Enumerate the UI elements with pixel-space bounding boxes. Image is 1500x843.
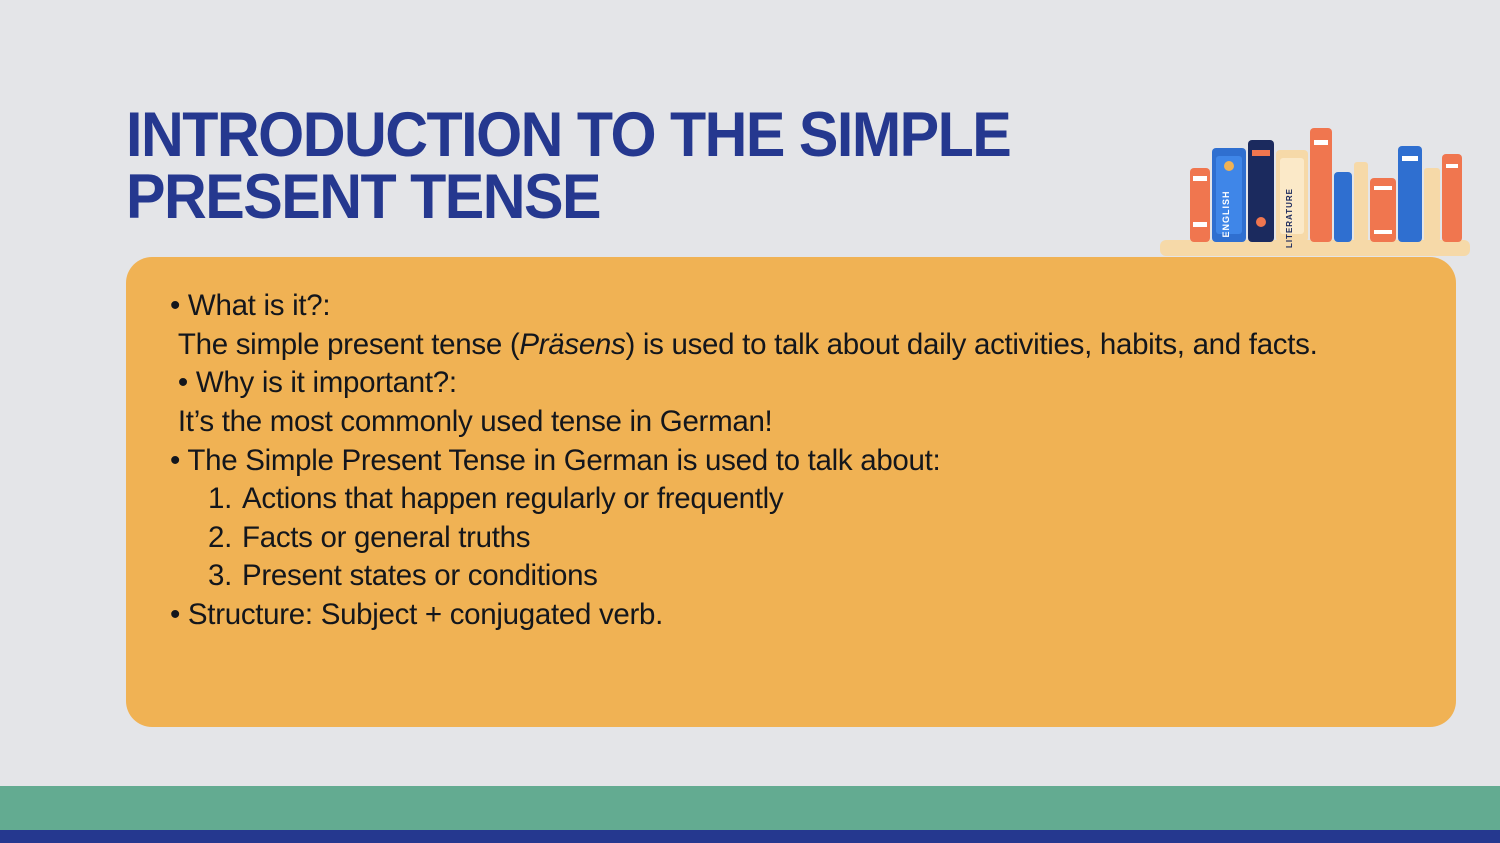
svg-text:LITERATURE: LITERATURE [1285,187,1294,249]
bullet-used-to-talk-about: • The Simple Present Tense in German is used to talk about: [170,443,941,477]
svg-text:ENGLISH: ENGLISH [1221,190,1231,238]
list-item [208,480,1412,519]
lesson-body [170,287,1412,635]
numbered-list [170,480,1412,596]
bullet-why-important: • Why is it important?: [170,366,457,400]
list-item-label: Present states or conditions [242,559,598,593]
definition-post: ) is used to talk about daily activities, habits, and facts. [625,327,1318,361]
list-item [208,557,1412,596]
list-item-index: 1. [208,482,233,516]
list-item [208,519,1412,558]
why-important-answer: It’s the most commonly used tense in German! [170,404,773,438]
definition-line [170,326,1412,365]
bookshelf-illustration [1160,110,1470,260]
footer-bar-green [0,786,1500,830]
content-card [126,257,1456,727]
list-item-index: 2. [208,520,233,554]
list-item-label: Facts or general truths [242,520,531,554]
bullet-what-is-it: • What is it?: [170,289,331,322]
german-term: Präsens [519,327,626,361]
list-item-label: Actions that happen regularly or frequently [242,482,784,516]
list-item-index: 3. [208,559,233,593]
definition-pre: The simple present tense ( [170,327,520,361]
bullet-structure: • Structure: Subject + conjugated verb. [170,598,664,632]
page-title: INTRODUCTION TO THE SIMPLE PRESENT TENSE [126,100,1011,232]
footer-bar-blue [0,830,1500,843]
